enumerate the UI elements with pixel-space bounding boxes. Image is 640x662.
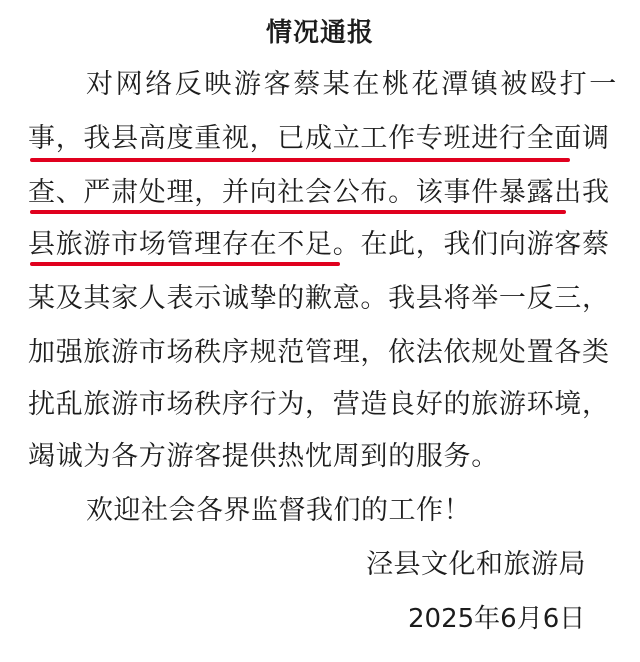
red-underline-1 [30, 158, 570, 162]
red-underline-3 [30, 262, 340, 266]
body-line-6: 加强旅游市场秩序规范管理，依法依规处置各类 [28, 337, 610, 368]
closing-line: 欢迎社会各界监督我们的工作！ [86, 495, 471, 526]
signature: 泾县文化和旅游局 [366, 549, 586, 580]
body-line-2: 事，我县高度重视，已成立工作专班进行全面调 [28, 123, 610, 154]
body-line-8: 竭诚为各方游客提供热忱周到的服务。 [28, 441, 499, 472]
body-line-5: 某及其家人表示诚挚的歉意。我县将举一反三， [28, 283, 610, 314]
notice-title: 情况通报 [265, 18, 374, 48]
red-underline-2 [30, 210, 566, 214]
body-line-7: 扰乱旅游市场秩序行为，营造良好的旅游环境， [28, 389, 610, 420]
body-line-1: 对网络反映游客蔡某在桃花潭镇被殴打一 [86, 69, 619, 100]
issue-date: 2025年6月6日 [408, 604, 586, 634]
body-line-3: 查、严肃处理，并向社会公布。该事件暴露出我 [28, 177, 610, 208]
body-line-4: 县旅游市场管理存在不足。在此，我们向游客蔡 [28, 229, 610, 260]
